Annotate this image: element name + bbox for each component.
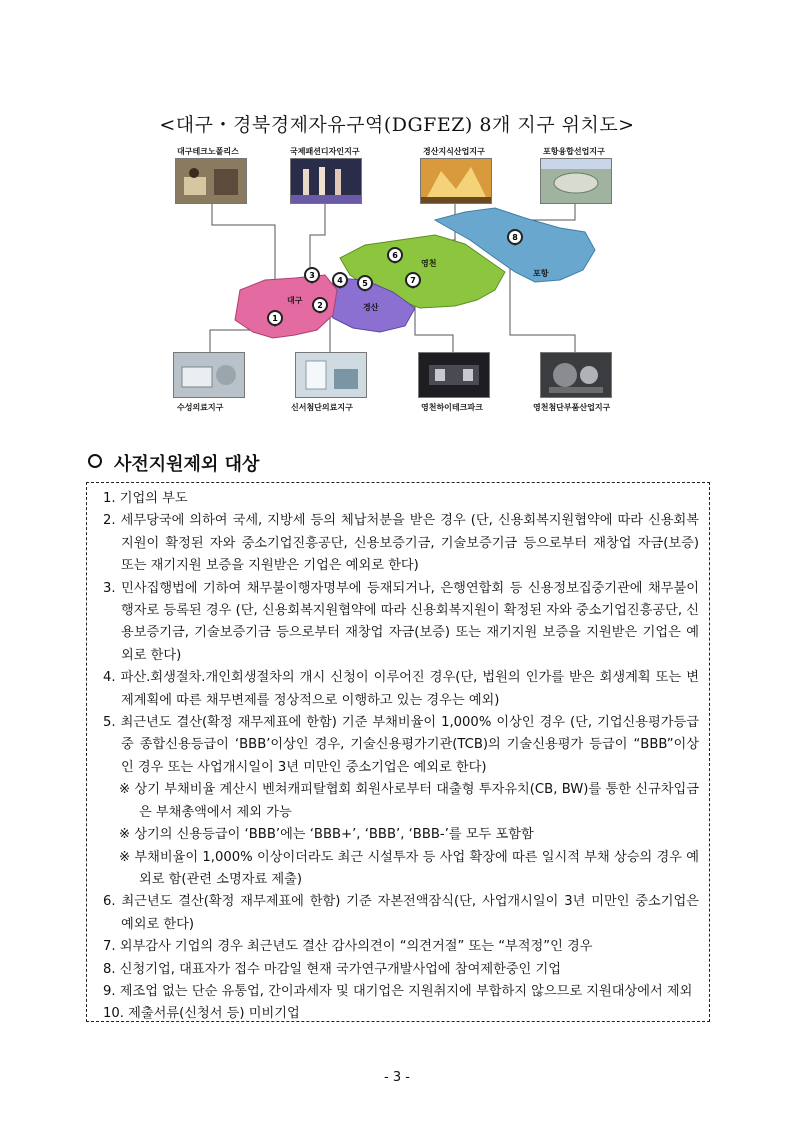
svg-text:2: 2 [317,301,323,310]
photo-caption-fashion: 국제패션디자인지구 [290,147,360,156]
photo-pohang [540,158,612,204]
list-item: 8. 신청기업, 대표자가 접수 마감일 현재 국가연구개발사업에 참여제한중인 기업 [103,961,561,977]
photo-yeongcheon-parts [540,352,612,398]
photo-fashion [290,158,362,204]
region-label-daegu: 대구 [287,296,303,305]
region-label-gyeongsan: 경산 [363,303,379,312]
photo-caption-yeongcheon-parts: 영천첨단부품산업지구 [533,403,611,412]
circle-bullet-icon [88,454,102,468]
photo-suseong [173,352,245,398]
list-item: 2. 세무당국에 의하여 국세, 지방세 등의 체납처분을 받은 경우 (단, 신용회복지원협약에 따라 신용회복지원이 확정된 자와 중소기업진흥공단, 신용보증기금, 기술보증기금 등으로부터 재창업 자금(보증) 또는 재기지원 보증을 지원받은 기업은 예외로 한다) [103,513,699,574]
list-item: 6. 최근년도 결산(확정 재무제표에 한함) 기준 자본전액잠식(단, 사업개시일이 3년 미만인 중소기업은 예외로 한다) [103,894,699,932]
exclusion-list-box [86,482,710,1022]
region-label-yeongcheon: 영천 [421,259,437,268]
svg-text:1: 1 [272,314,278,323]
photo-caption-suseong: 수성의료지구 [177,403,224,412]
list-item: 3. 민사집행법에 기하여 채무불이행자명부에 등재되거나, 은행연합회 등 신용정보집중기관에 채무불이행자로 등록된 경우 (단, 신용회복지원협약에 따라 신용회복지원이 확정된 자와 중소기업진흥공단, 신용보증기금, 기술보증기금 등으로부터 재창업 자금(보증) 또는 재기지원 보증을 지원받은 기업은 예외로 한다) [103,580,699,663]
list-item: 9. 제조업 없는 단순 유통업, 간이과세자 및 대기업은 지원취지에 부합하지 않으므로 지원대상에서 제외 [103,983,693,999]
svg-text:5: 5 [362,279,368,288]
note-item: ※ 상기의 신용등급이 ‘BBB’에는 ‘BBB+’, ‘BBB’, ‘BBB-’를 모두 포함함 [119,827,534,843]
photo-caption-daegu-techno: 대구테크노폴리스 [177,147,239,156]
photo-sinseo [295,352,367,398]
svg-text:7: 7 [410,276,416,285]
note-item: ※ 상기 부채비율 계산시 벤쳐캐피탈협회 회원사로부터 대출형 투자유치(CB, BW)를 통한 신규차입금은 부채총액에서 제외 가능 [119,782,699,820]
svg-text:3: 3 [309,271,315,280]
section-title: 사전지원제외 대상 [88,450,259,476]
list-item: 7. 외부감사 기업의 경우 최근년도 결산 감사의견이 “의견거절” 또는 “부적정”인 경우 [103,939,593,955]
svg-text:6: 6 [392,251,398,260]
map-title: <대구・경북경제자유구역(DGFEZ) 8개 지구 위치도> [159,114,635,136]
district-map [165,140,640,420]
svg-text:8: 8 [512,233,518,242]
photo-hitech [418,352,490,398]
photo-caption-sinseo: 신서첨단의료지구 [291,403,353,412]
list-item: 5. 최근년도 결산(확정 재무제표에 한함) 기준 부채비율이 1,000% 이상인 경우 (단, 기업신용평가등급 중 종합신용등급이 ‘BBB’이상인 경우, 기술신용평가기관(TCB)의 기술신용평가 등급이 “BBB”이상인 경우 또는 사업개시일이 3년 미만인 중소기업은 예외로 한다) [103,715,700,775]
list-item: 10. 제출서류(신청서 등) 미비기업 [103,1006,300,1022]
photo-caption-pohang: 포항융합선업지구 [543,147,605,156]
region-label-pohang: 포항 [533,269,549,278]
photo-gyeongsan-knowledge [420,158,492,204]
list-item: 1. 기업의 부도 [103,491,188,506]
list-item: 4. 파산.회생절차.개인회생절차의 개시 신청이 이루어진 경우(단, 법원의 인가를 받은 회생계획 또는 변제계획에 따른 채무변제를 정상적으로 이행하고 있는 경우는 예외) [103,670,699,708]
page-number: - 3 - [384,1070,410,1085]
svg-text:4: 4 [337,276,343,285]
photo-daegu-techno [175,158,247,204]
photo-caption-gyeongsan-knowledge: 경산지식산업지구 [423,147,485,156]
note-item: ※ 부채비율이 1,000% 이상이더라도 최근 시설투자 등 사업 확장에 따른 일시적 부채 상승의 경우 예외로 함(관련 소명자료 제출) [119,849,699,887]
photo-caption-hitech: 영천하이테크파크 [421,403,483,412]
